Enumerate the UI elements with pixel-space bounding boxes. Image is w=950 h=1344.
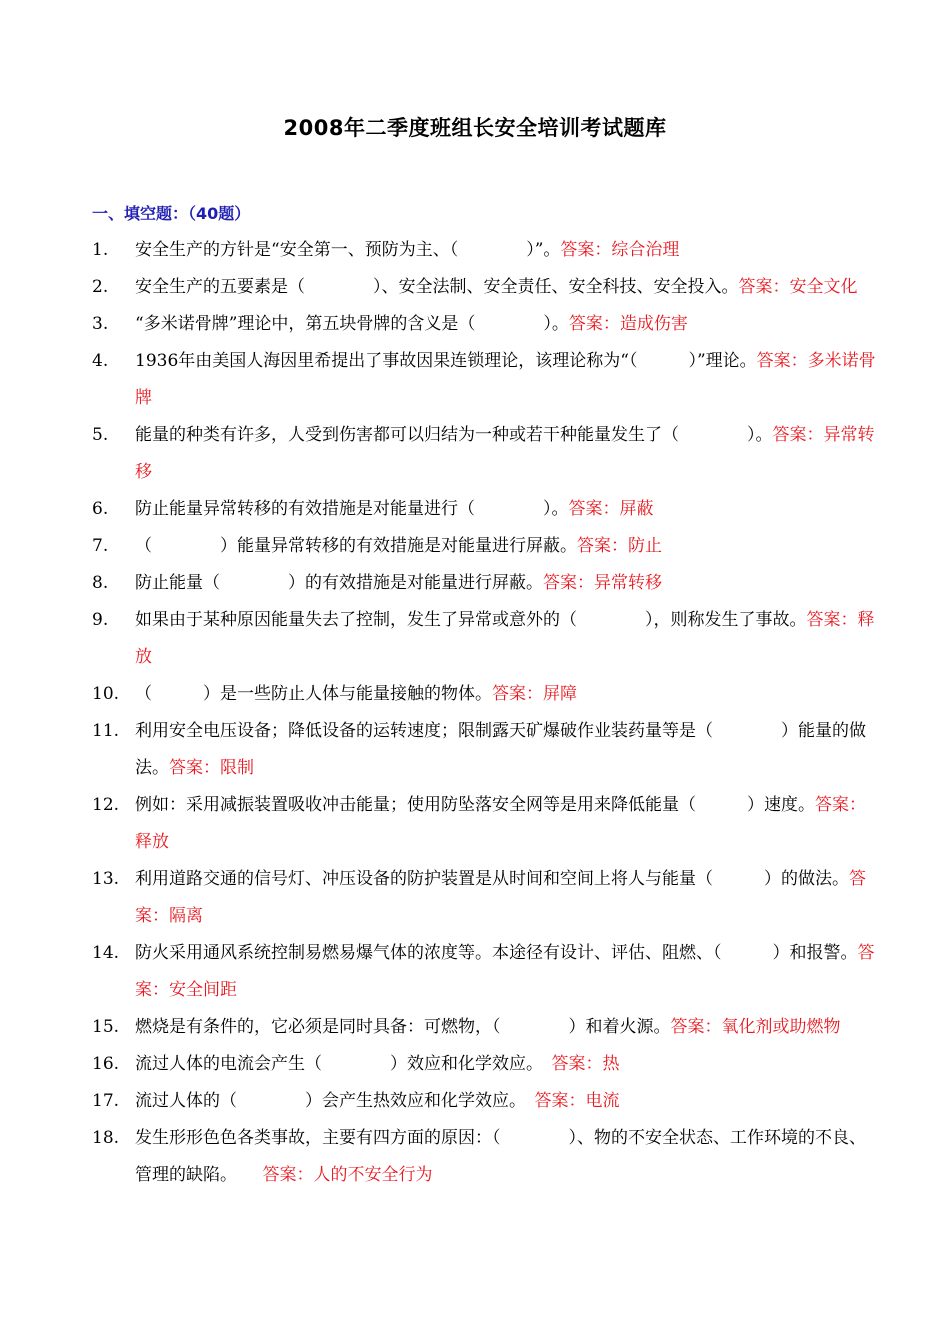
question-number: 1. xyxy=(92,240,109,260)
question-number: 9. xyxy=(92,610,109,630)
question-answer: 答案：综合治理 xyxy=(560,240,680,260)
question-item xyxy=(92,1083,882,1120)
question-text: （ ）能量异常转移的有效措施是对能量进行屏蔽。 xyxy=(135,536,577,556)
question-text: 防火采用通风系统控制易燃易爆气体的浓度等。本途径有设计、评估、阻燃、（ ）和报警。 xyxy=(135,943,858,963)
question-text: 1936年由美国人海因里希提出了事故因果连锁理论，该理论称为“（ ）”理论。 xyxy=(135,351,757,371)
question-item xyxy=(92,713,882,787)
question-answer: 答案：造成伤害 xyxy=(568,314,688,334)
question-text: 流过人体的电流会产生（ ）效应和化学效应。 xyxy=(135,1054,552,1074)
question-number: 10. xyxy=(92,684,120,704)
question-number: 5. xyxy=(92,425,109,445)
question-item xyxy=(92,232,882,269)
question-answer: 答案：防止 xyxy=(577,536,662,556)
question-number: 16. xyxy=(92,1054,120,1074)
question-number: 3. xyxy=(92,314,109,334)
question-answer: 答案：人的不安全行为 xyxy=(262,1165,433,1185)
question-answer: 答案：限制 xyxy=(169,758,254,778)
question-number: 7. xyxy=(92,536,109,556)
question-item xyxy=(92,306,882,343)
question-text: 如果由于某种原因能量失去了控制，发生了异常或意外的（ ），则称发生了事故。 xyxy=(135,610,807,630)
question-answer: 答案：释放 xyxy=(135,795,866,852)
question-text: 利用安全电压设备；降低设备的运转速度；限制露天矿爆破作业装药量等是（ ）能量的做法。 xyxy=(135,721,866,778)
question-number: 4. xyxy=(92,351,109,371)
question-item xyxy=(92,417,882,491)
question-text: 防止能量异常转移的有效措施是对能量进行（ ）。 xyxy=(135,499,569,519)
question-number: 14. xyxy=(92,943,120,963)
question-item xyxy=(92,1009,882,1046)
question-number: 15. xyxy=(92,1017,120,1037)
question-item xyxy=(92,861,882,935)
question-number: 11. xyxy=(92,721,120,741)
question-text: 燃烧是有条件的，它必须是同时具备：可燃物，（ ）和着火源。 xyxy=(135,1017,671,1037)
question-answer: 答案：热 xyxy=(551,1054,620,1074)
question-item xyxy=(92,1046,882,1083)
question-text: （ ）是一些防止人体与能量接触的物体。 xyxy=(135,684,492,704)
question-answer: 答案：异常转移 xyxy=(543,573,662,593)
question-item xyxy=(92,676,882,713)
question-answer: 答案：电流 xyxy=(534,1091,620,1111)
question-text: 发生形形色色各类事故，主要有四方面的原因：（ ）、物的不安全状态、工作环境的不良、管理的缺陷。 xyxy=(135,1128,866,1185)
question-text: 防止能量（ ）的有效措施是对能量进行屏蔽。 xyxy=(135,573,543,593)
question-text: “多米诺骨牌”理论中，第五块骨牌的含义是（ ）。 xyxy=(135,314,569,334)
question-item xyxy=(92,565,882,602)
question-answer: 答案：多米诺骨牌 xyxy=(135,351,876,408)
question-number: 13. xyxy=(92,869,120,889)
question-answer: 答案：隔离 xyxy=(135,869,866,926)
question-text: 安全生产的五要素是（ ）、安全法制、安全责任、安全科技、安全投入。 xyxy=(135,277,739,297)
question-item xyxy=(92,935,882,1009)
question-text: 安全生产的方针是“安全第一、预防为主、（ ）”。 xyxy=(135,240,561,260)
question-answer: 答案：屏蔽 xyxy=(568,499,654,519)
question-item xyxy=(92,528,882,565)
question-number: 18. xyxy=(92,1128,120,1148)
question-number: 17. xyxy=(92,1091,120,1111)
question-text: 流过人体的（ ）会产生热效应和化学效应。 xyxy=(135,1091,535,1111)
section-heading-fill-in-blank: 一、填空题：（40题） xyxy=(92,204,251,223)
question-answer: 答案：释放 xyxy=(135,610,875,667)
question-item xyxy=(92,343,882,417)
question-answer: 答案：屏障 xyxy=(492,684,577,704)
question-text: 能量的种类有许多，人受到伤害都可以归结为一种或若干种能量发生了（ ）。 xyxy=(135,425,773,445)
question-item xyxy=(92,602,882,676)
question-number: 6. xyxy=(92,499,109,519)
question-answer: 答案：安全文化 xyxy=(738,277,858,297)
question-item xyxy=(92,787,882,861)
question-item xyxy=(92,269,882,306)
question-answer: 答案：异常转移 xyxy=(135,425,875,482)
question-list xyxy=(92,232,882,1194)
document-title: 2008年二季度班组长安全培训考试题库 xyxy=(283,116,667,140)
question-text: 利用道路交通的信号灯、冲压设备的防护装置是从时间和空间上将人与能量（ ）的做法。 xyxy=(135,869,849,889)
question-item xyxy=(92,491,882,528)
question-text: 例如：采用减振装置吸收冲击能量；使用防坠落安全网等是用来降低能量（ ）速度。 xyxy=(135,795,815,815)
question-answer: 答案：氧化剂或助燃物 xyxy=(670,1017,841,1037)
question-answer: 答案：安全间距 xyxy=(135,943,875,1000)
question-number: 12. xyxy=(92,795,120,815)
question-item xyxy=(92,1120,882,1194)
question-number: 8. xyxy=(92,573,109,593)
question-number: 2. xyxy=(92,277,109,297)
